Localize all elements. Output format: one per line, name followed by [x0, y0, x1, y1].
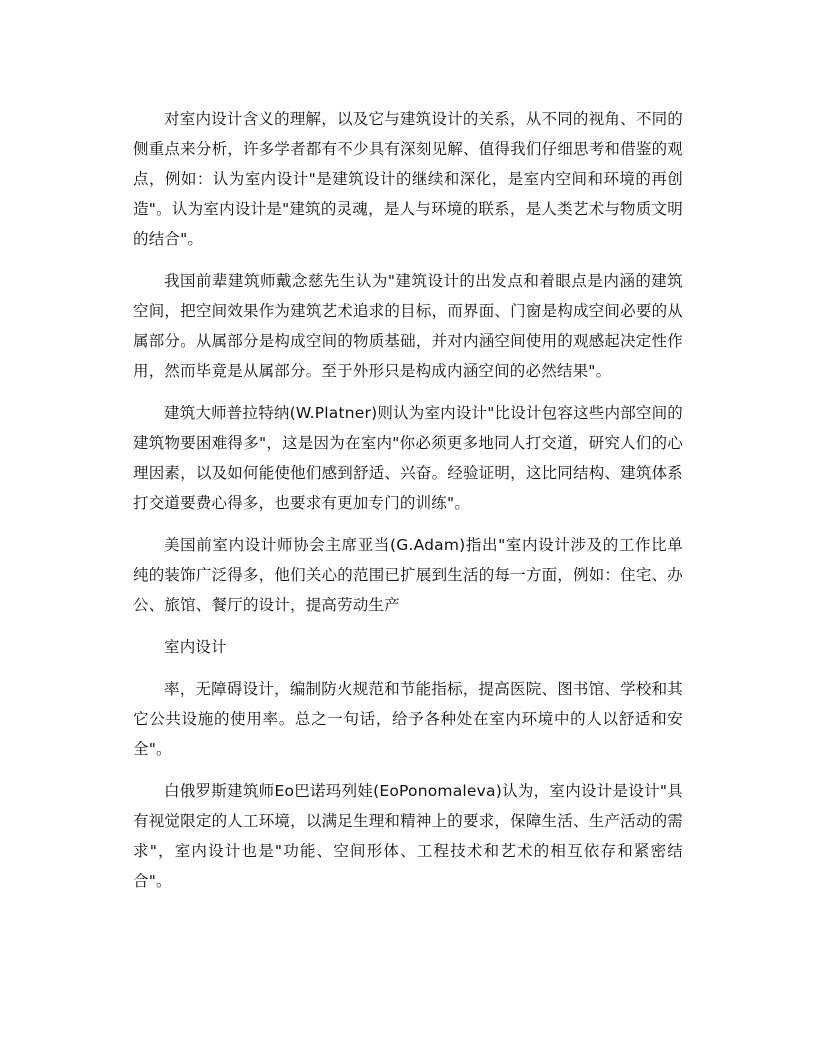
paragraph-6: 白俄罗斯建筑师Eo巴诺玛列娃(EoPonomaleva)认为，室内设计是设计"具有视觉限定的人工环境，以满足生理和精神上的要求，保障生活、生产活动的需求"，室内设计也是"功能、空间形体、工程技术和艺术的相互依存和紧密结合"。 — [133, 782, 683, 890]
paragraph-5: 率，无障碍设计，编制防火规范和节能指标，提高医院、图书馆、学校和其它公共设施的使用率。总之一句话，给予各种处在室内环境中的人以舒适和安全"。 — [133, 680, 683, 758]
paragraph-4: 美国前室内设计师协会主席亚当(G.Adam)指出"室内设计涉及的工作比单纯的装饰广泛得多，他们关心的范围已扩展到生活的每一方面，例如：住宅、办公、旅馆、餐厅的设计，提高劳动生产 — [133, 536, 683, 614]
paragraph-1: 对室内设计含义的理解，以及它与建筑设计的关系，从不同的视角、不同的侧重点来分析，许多学者都有不少具有深刻见解、值得我们仔细思考和借鉴的观点，例如：认为室内设计"是建筑设计的继续和深化，是室内空间和环境的再创造"。认为室内设计是"建筑的灵魂，是人与环境的联系，是人类艺术与物质文明的结合"。 — [133, 110, 683, 248]
paragraph-2: 我国前辈建筑师戴念慈先生认为"建筑设计的出发点和着眼点是内涵的建筑空间，把空间效果作为建筑艺术追求的目标，而界面、门窗是构成空间必要的从属部分。从属部分是构成空间的物质基础，并对内涵空间使用的观感起决定性作用，然而毕竟是从属部分。至于外形只是构成内涵空间的必然结果"。 — [133, 272, 683, 380]
document-body — [133, 104, 683, 908]
section-heading: 室内设计 — [164, 638, 227, 656]
paragraph-3: 建筑大师普拉特纳(W.Platner)则认为室内设计"比设计包容这些内部空间的建筑物要困难得多"，这是因为在室内"你必须更多地同人打交道，研究人们的心理因素，以及如何能使他们感到舒适、兴奋。经验证明，这比同结构、建筑体系打交道要费心得多，也要求有更加专门的训练"。 — [133, 404, 683, 512]
